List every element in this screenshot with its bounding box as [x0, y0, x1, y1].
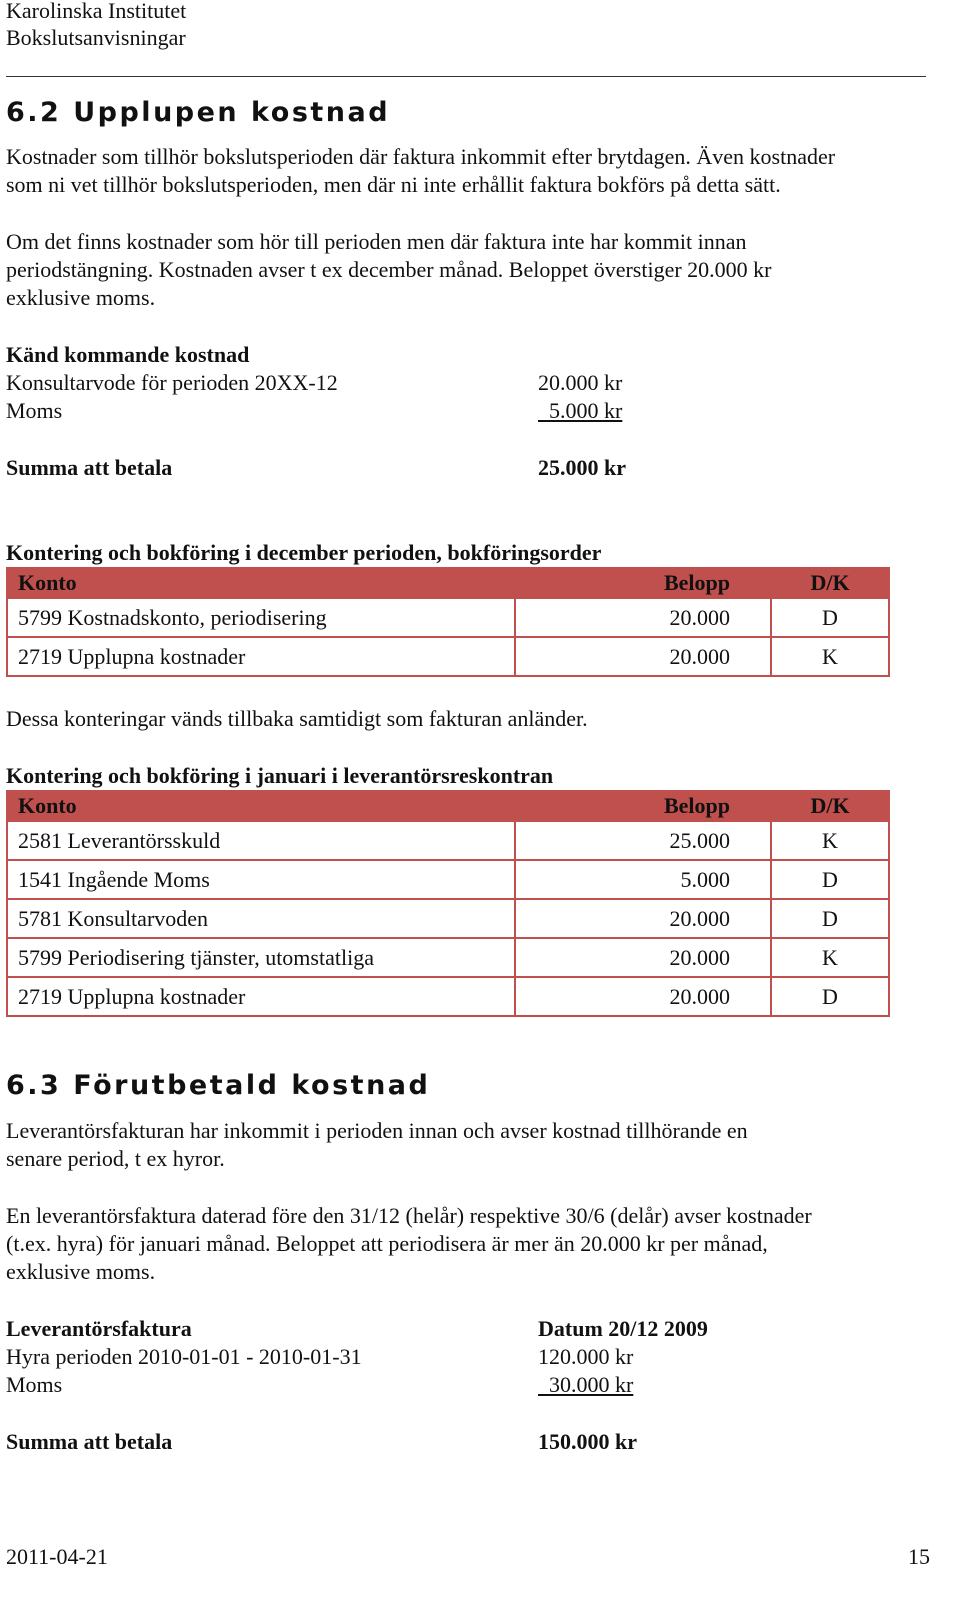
- table2-header-row: [7, 791, 889, 821]
- table2: [6, 790, 890, 1017]
- section-6-2-title: 6.2 Upplupen kostnad: [6, 97, 391, 128]
- s62-p2-line3: exklusive moms.: [6, 285, 156, 310]
- table2-cell-belopp: 5.000: [515, 860, 771, 899]
- s62-example-sum-value: 25.000 kr: [538, 455, 626, 480]
- s63-example-row2-value: 30.000 kr: [538, 1372, 634, 1397]
- table-row: [7, 938, 889, 977]
- table1-header-belopp: Belopp: [515, 568, 771, 598]
- table1-cell-dk: K: [771, 637, 889, 676]
- s63-example-row1-label: Hyra perioden 2010-01-01 - 2010-01-31: [6, 1344, 362, 1369]
- s62-example-heading: Känd kommande kostnad: [6, 342, 250, 367]
- s62-p1-line2: som ni vet tillhör bokslutsperioden, men där ni inte erhållit faktura bokförs på detta sätt.: [6, 172, 781, 197]
- table2-cell-konto: 2581 Leverantörsskuld: [7, 821, 515, 860]
- s63-example-heading: Leverantörsfaktura: [6, 1316, 192, 1341]
- table-row: [7, 977, 889, 1016]
- s62-p1-line1: Kostnader som tillhör bokslutsperioden där faktura inkommit efter brytdagen. Även kostnader: [6, 144, 836, 169]
- header-org: Karolinska Institutet: [6, 0, 187, 23]
- table1-header-konto: Konto: [7, 568, 515, 598]
- table-row: [7, 821, 889, 860]
- table1-cell-dk: D: [771, 598, 889, 637]
- table1: [6, 567, 890, 677]
- s62-note: Dessa konteringar vänds tillbaka samtidigt som fakturan anländer.: [6, 706, 588, 731]
- footer-page-number: 15: [908, 1544, 930, 1569]
- table1-cell-konto: 2719 Upplupna kostnader: [7, 637, 515, 676]
- s62-example-row1-label: Konsultarvode för perioden 20XX-12: [6, 370, 338, 395]
- table-row: [7, 860, 889, 899]
- table1-header-row: [7, 568, 889, 598]
- table2-cell-belopp: 20.000: [515, 938, 771, 977]
- table2-cell-dk: K: [771, 938, 889, 977]
- s62-p2-line1: Om det finns kostnader som hör till perioden men där faktura inte har kommit innan: [6, 229, 747, 254]
- header-doc-title: Bokslutsanvisningar: [6, 25, 186, 50]
- s62-example-row2-label: Moms: [6, 398, 63, 423]
- header-rule: [6, 76, 926, 77]
- table2-cell-konto: 2719 Upplupna kostnader: [7, 977, 515, 1016]
- table2-header-belopp: Belopp: [515, 791, 771, 821]
- table2-cell-belopp: 20.000: [515, 899, 771, 938]
- s62-example-sum-label: Summa att betala: [6, 455, 173, 480]
- table2-cell-konto: 1541 Ingående Moms: [7, 860, 515, 899]
- table1-header-dk: D/K: [771, 568, 889, 598]
- s63-example-sum-label: Summa att betala: [6, 1429, 173, 1454]
- table2-cell-belopp: 25.000: [515, 821, 771, 860]
- table2-cell-dk: K: [771, 821, 889, 860]
- table2-cell-konto: 5781 Konsultarvoden: [7, 899, 515, 938]
- s63-p1-line2: senare period, t ex hyror.: [6, 1146, 225, 1171]
- section-6-3-title: 6.3 Förutbetald kostnad: [6, 1070, 431, 1101]
- table2-header-dk: D/K: [771, 791, 889, 821]
- table-row: [7, 899, 889, 938]
- footer-date: 2011-04-21: [6, 1544, 108, 1569]
- s63-p2-line2: (t.ex. hyra) för januari månad. Beloppet att periodisera är mer än 20.000 kr per månad,: [6, 1231, 768, 1256]
- s63-example-date: Datum 20/12 2009: [538, 1316, 708, 1341]
- s62-example-row2-value: 5.000 kr: [538, 398, 623, 423]
- table1-caption: Kontering och bokföring i december perioden, bokföringsorder: [6, 540, 602, 565]
- table2-header-konto: Konto: [7, 791, 515, 821]
- s63-p2-line3: exklusive moms.: [6, 1259, 156, 1284]
- table-row: [7, 598, 889, 637]
- s62-p2-line2: periodstängning. Kostnaden avser t ex december månad. Beloppet överstiger 20.000 kr: [6, 257, 772, 282]
- table2-cell-belopp: 20.000: [515, 977, 771, 1016]
- table2-cell-dk: D: [771, 977, 889, 1016]
- table2-caption: Kontering och bokföring i januari i leverantörsreskontran: [6, 763, 554, 788]
- s63-example-row1-value: 120.000 kr: [538, 1344, 634, 1369]
- s62-example-row1-value: 20.000 kr: [538, 370, 623, 395]
- table2-cell-dk: D: [771, 860, 889, 899]
- table2-cell-konto: 5799 Periodisering tjänster, utomstatliga: [7, 938, 515, 977]
- s63-p1-line1: Leverantörsfakturan har inkommit i perioden innan och avser kostnad tillhörande en: [6, 1118, 748, 1143]
- s63-p2-line1: En leverantörsfaktura daterad före den 31/12 (helår) respektive 30/6 (delår) avser kostnader: [6, 1203, 812, 1228]
- s63-example-sum-value: 150.000 kr: [538, 1429, 637, 1454]
- table2-cell-dk: D: [771, 899, 889, 938]
- s63-example-row2-label: Moms: [6, 1372, 63, 1397]
- table1-cell-konto: 5799 Kostnadskonto, periodisering: [7, 598, 515, 637]
- table-row: [7, 637, 889, 676]
- table1-cell-belopp: 20.000: [515, 637, 771, 676]
- table1-cell-belopp: 20.000: [515, 598, 771, 637]
